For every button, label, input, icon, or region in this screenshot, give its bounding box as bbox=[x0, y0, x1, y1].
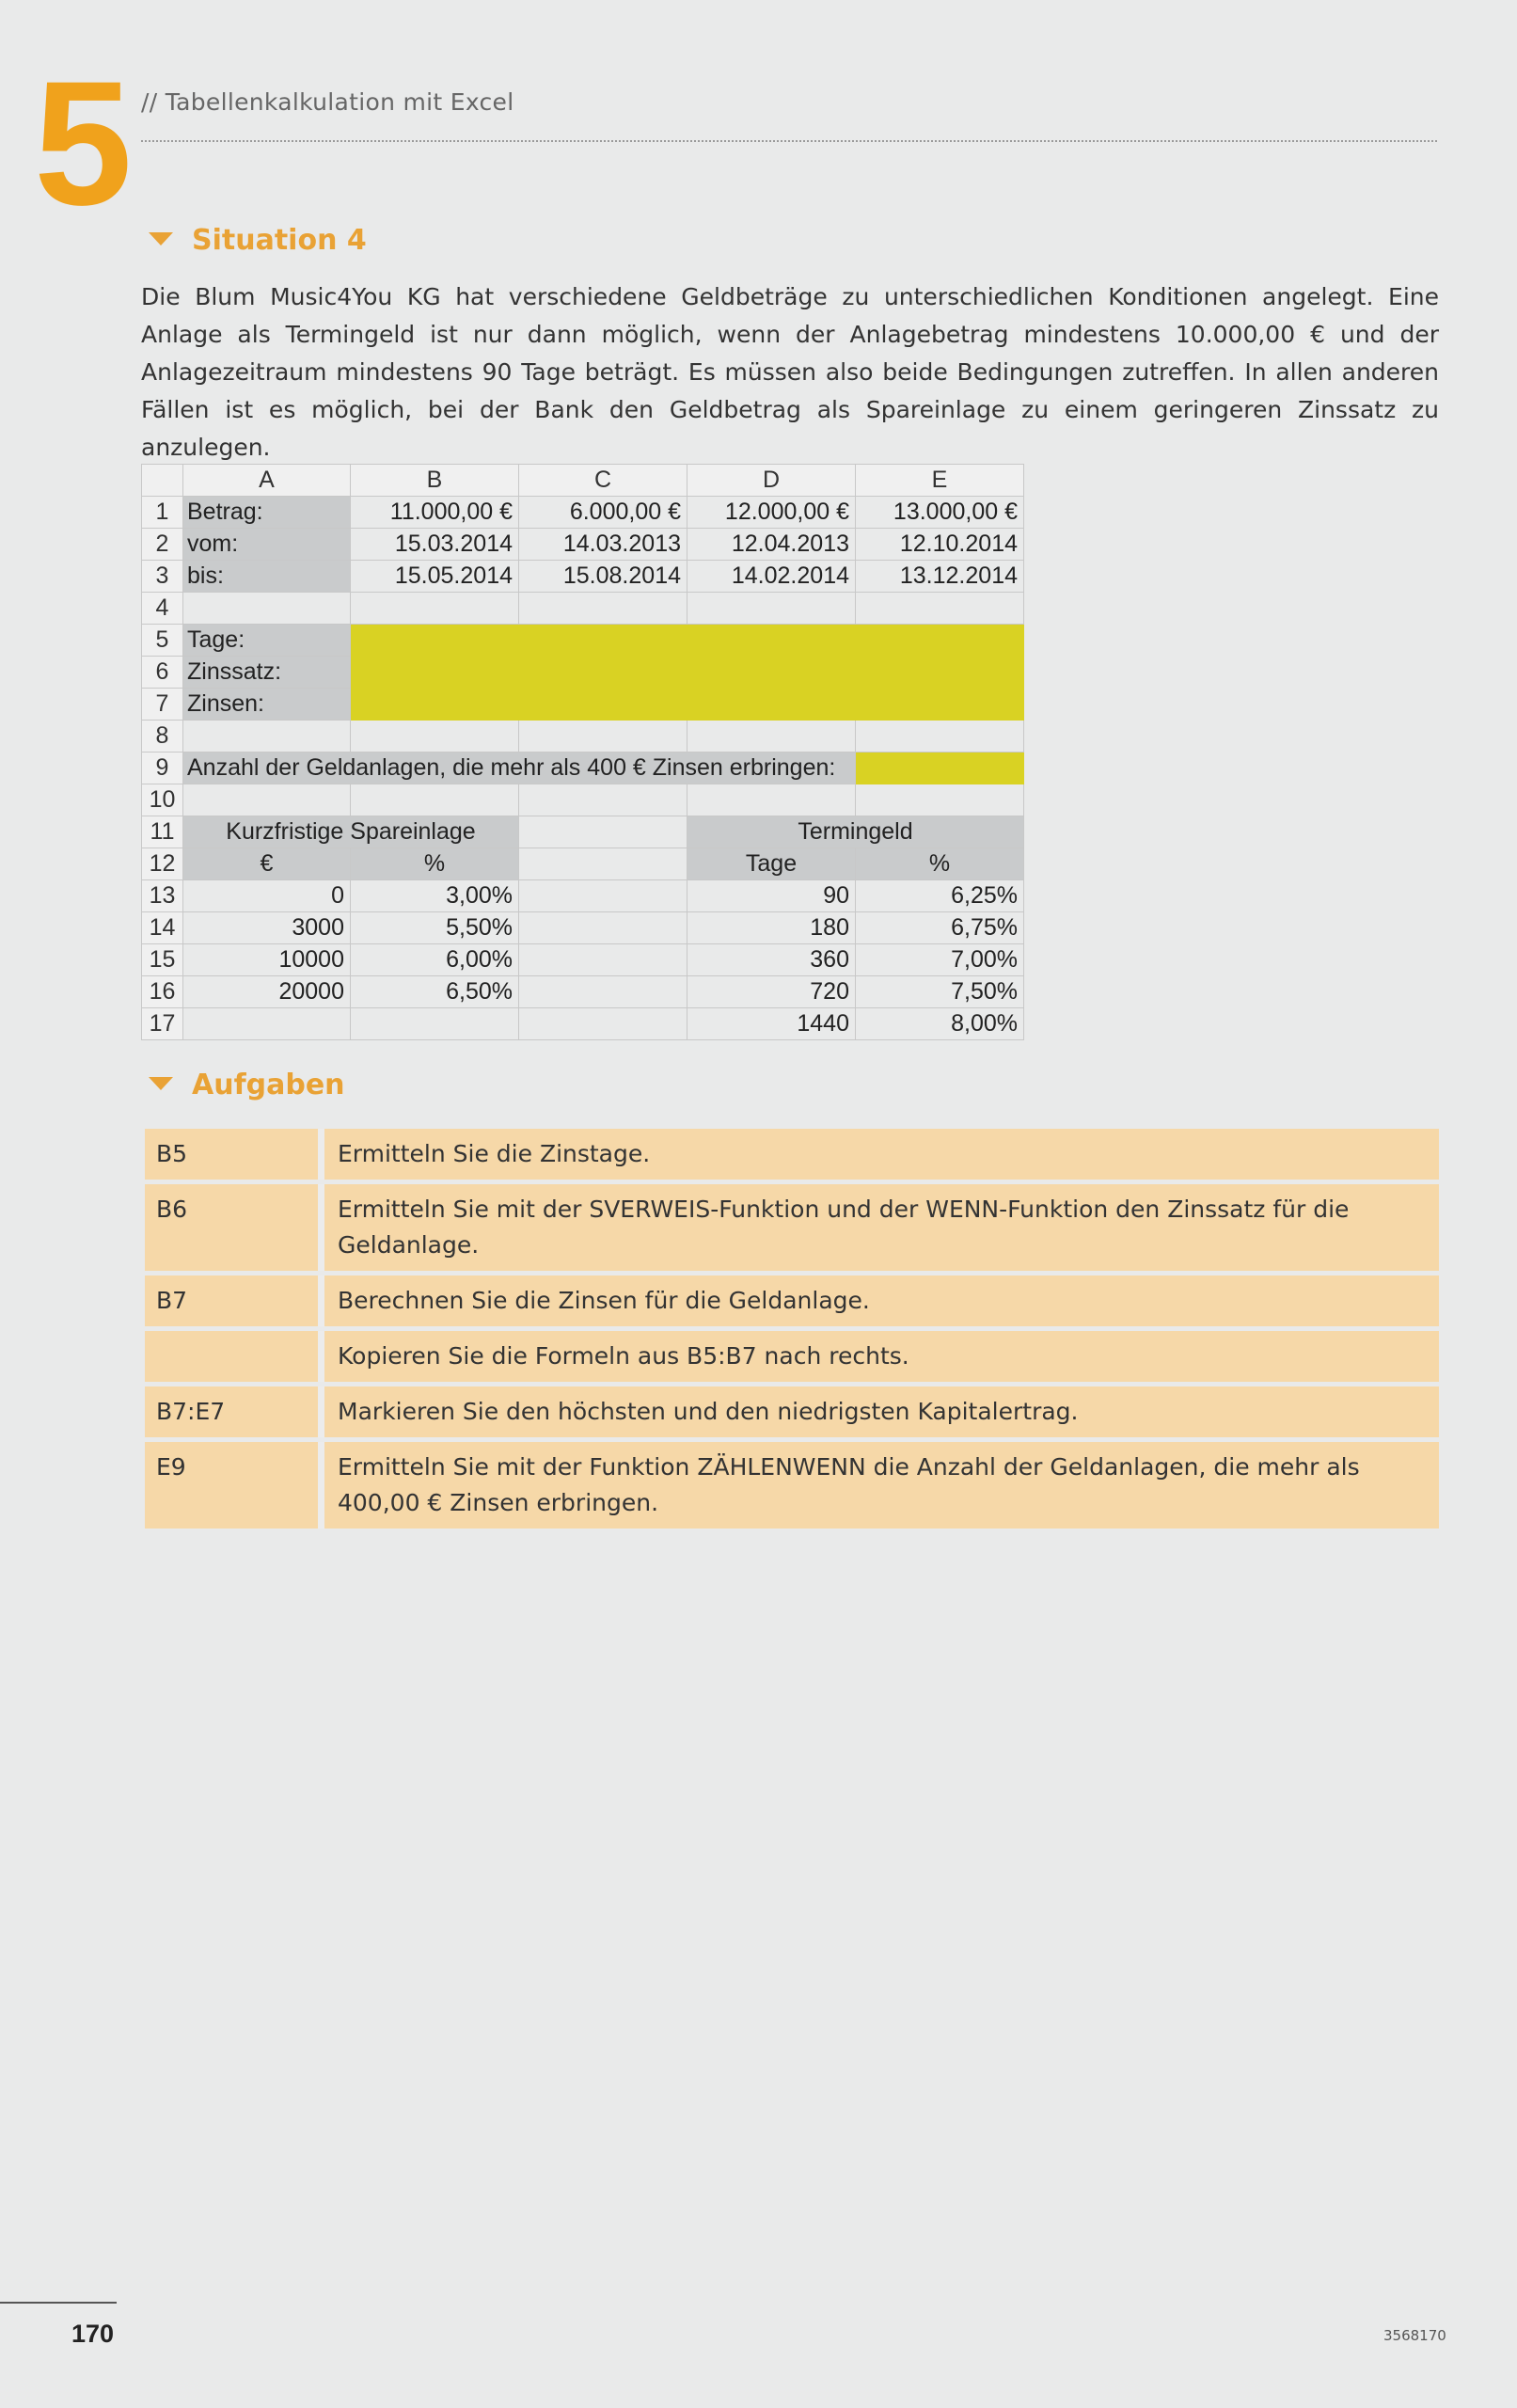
data-cell: 14.02.2014 bbox=[687, 561, 856, 593]
empty-cell bbox=[687, 593, 856, 625]
label-cell: Zinsen: bbox=[183, 689, 351, 721]
termingeld-rate: 7,00% bbox=[856, 944, 1024, 976]
spareinlage-rate: 6,50% bbox=[351, 976, 519, 1008]
row-header: 2 bbox=[142, 529, 183, 561]
data-cell: 6.000,00 € bbox=[519, 497, 687, 529]
data-cell: 12.04.2013 bbox=[687, 529, 856, 561]
data-cell: 15.03.2014 bbox=[351, 529, 519, 561]
task-table bbox=[145, 1124, 1439, 1533]
spreadsheet bbox=[141, 464, 1024, 1040]
row-header: 11 bbox=[142, 816, 183, 848]
task-row bbox=[145, 1442, 1439, 1529]
data-cell: 15.08.2014 bbox=[519, 561, 687, 593]
label-cell: vom: bbox=[183, 529, 351, 561]
empty-cell bbox=[519, 848, 687, 880]
empty-cell bbox=[519, 593, 687, 625]
page-number: 170 bbox=[71, 2320, 115, 2348]
task-text: Ermitteln Sie die Zinstage. bbox=[324, 1129, 1439, 1180]
spareinlage-amount: 20000 bbox=[183, 976, 351, 1008]
empty-cell bbox=[856, 784, 1024, 816]
data-cell: 13.000,00 € bbox=[856, 497, 1024, 529]
data-cell: 12.10.2014 bbox=[856, 529, 1024, 561]
row-header: 16 bbox=[142, 976, 183, 1008]
data-cell: 12.000,00 € bbox=[687, 497, 856, 529]
empty-cell bbox=[519, 976, 687, 1008]
data-cell: 13.12.2014 bbox=[856, 561, 1024, 593]
empty-cell bbox=[351, 1008, 519, 1040]
empty-cell bbox=[519, 912, 687, 944]
empty-cell bbox=[519, 944, 687, 976]
task-row bbox=[145, 1386, 1439, 1437]
row-header: 4 bbox=[142, 593, 183, 625]
task-ref: E9 bbox=[145, 1442, 324, 1529]
task-text: Ermitteln Sie mit der Funktion ZÄHLENWENN die Anzahl der Geldanlagen, die mehr als 400,00 € Zinsen erbringen. bbox=[324, 1442, 1439, 1529]
empty-cell bbox=[351, 721, 519, 752]
row-header: 14 bbox=[142, 912, 183, 944]
row-header: 5 bbox=[142, 625, 183, 657]
empty-cell bbox=[519, 880, 687, 912]
triangle-down-icon bbox=[149, 1077, 173, 1090]
task-text: Kopieren Sie die Formeln aus B5:B7 nach rechts. bbox=[324, 1331, 1439, 1382]
column-header: D bbox=[687, 465, 856, 497]
header-divider bbox=[141, 140, 1437, 142]
task-ref: B5 bbox=[145, 1129, 324, 1180]
empty-cell bbox=[856, 721, 1024, 752]
empty-cell bbox=[183, 784, 351, 816]
label-cell: Tage: bbox=[183, 625, 351, 657]
task-row bbox=[145, 1129, 1439, 1180]
count-label-cell: Anzahl der Geldanlagen, die mehr als 400 € Zinsen erbringen: bbox=[183, 752, 856, 784]
sheet-corner bbox=[142, 465, 183, 497]
task-row bbox=[145, 1331, 1439, 1382]
termingeld-title: Termingeld bbox=[687, 816, 1024, 848]
empty-cell bbox=[351, 784, 519, 816]
spareinlage-rate: 6,00% bbox=[351, 944, 519, 976]
row-header: 9 bbox=[142, 752, 183, 784]
row-header: 12 bbox=[142, 848, 183, 880]
task-text: Markieren Sie den höchsten und den niedrigsten Kapitalertrag. bbox=[324, 1386, 1439, 1437]
empty-cell bbox=[687, 784, 856, 816]
label-cell: Zinssatz: bbox=[183, 657, 351, 689]
empty-cell bbox=[519, 721, 687, 752]
empty-cell bbox=[519, 784, 687, 816]
count-result-cell bbox=[856, 752, 1024, 784]
termingeld-header-days: Tage bbox=[687, 848, 856, 880]
data-cell: 14.03.2013 bbox=[519, 529, 687, 561]
spareinlage-header-amount: € bbox=[183, 848, 351, 880]
termingeld-header-rate: % bbox=[856, 848, 1024, 880]
row-header: 13 bbox=[142, 880, 183, 912]
running-head: // Tabellenkalkulation mit Excel bbox=[141, 88, 514, 116]
empty-cell bbox=[183, 721, 351, 752]
aufgaben-heading bbox=[149, 1069, 345, 1101]
column-header: B bbox=[351, 465, 519, 497]
task-ref bbox=[145, 1331, 324, 1382]
aufgaben-heading-text: Aufgaben bbox=[192, 1069, 345, 1101]
row-header: 15 bbox=[142, 944, 183, 976]
result-cell-highlight bbox=[351, 625, 1024, 657]
spareinlage-rate: 5,50% bbox=[351, 912, 519, 944]
termingeld-rate: 6,25% bbox=[856, 880, 1024, 912]
spareinlage-title: Kurzfristige Spareinlage bbox=[183, 816, 519, 848]
column-header: A bbox=[183, 465, 351, 497]
footer-rule bbox=[0, 2302, 117, 2304]
empty-cell bbox=[856, 593, 1024, 625]
task-text: Ermitteln Sie mit der SVERWEIS-Funktion und der WENN-Funktion den Zinssatz für die Geldanlage. bbox=[324, 1184, 1439, 1271]
termingeld-days: 180 bbox=[687, 912, 856, 944]
spareinlage-rate: 3,00% bbox=[351, 880, 519, 912]
empty-cell bbox=[183, 593, 351, 625]
spareinlage-amount: 0 bbox=[183, 880, 351, 912]
row-header: 3 bbox=[142, 561, 183, 593]
termingeld-days: 360 bbox=[687, 944, 856, 976]
situation-heading-text: Situation 4 bbox=[192, 224, 367, 257]
data-cell: 11.000,00 € bbox=[351, 497, 519, 529]
empty-cell bbox=[519, 1008, 687, 1040]
termingeld-days: 90 bbox=[687, 880, 856, 912]
spareinlage-amount: 10000 bbox=[183, 944, 351, 976]
situation-text: Die Blum Music4You KG hat verschiedene Geldbeträge zu unterschiedlichen Konditionen angelegt. Eine Anlage als Termingeld ist nur dann möglich, wenn der Anlagebetrag mindestens 10.000,00 € und der Anlagezeitraum mindestens 90 Tage beträgt. Es müssen also beide Bedingungen zutreffen. In allen anderen Fällen ist es möglich, bei der Bank den Geldbetrag als Spareinlage zu einem geringeren Zinssatz zu anzulegen. bbox=[141, 283, 1439, 461]
task-ref: B6 bbox=[145, 1184, 324, 1271]
spareinlage-header-rate: % bbox=[351, 848, 519, 880]
result-cell-highlight bbox=[351, 689, 1024, 721]
column-header: C bbox=[519, 465, 687, 497]
row-header: 10 bbox=[142, 784, 183, 816]
row-header: 6 bbox=[142, 657, 183, 689]
column-header: E bbox=[856, 465, 1024, 497]
termingeld-days: 1440 bbox=[687, 1008, 856, 1040]
termingeld-rate: 7,50% bbox=[856, 976, 1024, 1008]
spareinlage-amount: 3000 bbox=[183, 912, 351, 944]
task-text: Berechnen Sie die Zinsen für die Geldanlage. bbox=[324, 1275, 1439, 1326]
label-cell: Betrag: bbox=[183, 497, 351, 529]
termingeld-rate: 8,00% bbox=[856, 1008, 1024, 1040]
triangle-down-icon bbox=[149, 232, 173, 246]
chapter-number: 5 bbox=[34, 44, 133, 242]
empty-cell bbox=[351, 593, 519, 625]
row-header: 8 bbox=[142, 721, 183, 752]
termingeld-rate: 6,75% bbox=[856, 912, 1024, 944]
empty-cell bbox=[687, 721, 856, 752]
book-code: 3568170 bbox=[1383, 2327, 1446, 2344]
row-header: 17 bbox=[142, 1008, 183, 1040]
situation-heading bbox=[149, 224, 367, 257]
data-cell: 15.05.2014 bbox=[351, 561, 519, 593]
task-ref: B7 bbox=[145, 1275, 324, 1326]
task-row bbox=[145, 1275, 1439, 1326]
row-header: 7 bbox=[142, 689, 183, 721]
row-header: 1 bbox=[142, 497, 183, 529]
task-ref: B7:E7 bbox=[145, 1386, 324, 1437]
termingeld-days: 720 bbox=[687, 976, 856, 1008]
label-cell: bis: bbox=[183, 561, 351, 593]
empty-cell bbox=[519, 816, 687, 848]
result-cell-highlight bbox=[351, 657, 1024, 689]
empty-cell bbox=[183, 1008, 351, 1040]
task-row bbox=[145, 1184, 1439, 1271]
